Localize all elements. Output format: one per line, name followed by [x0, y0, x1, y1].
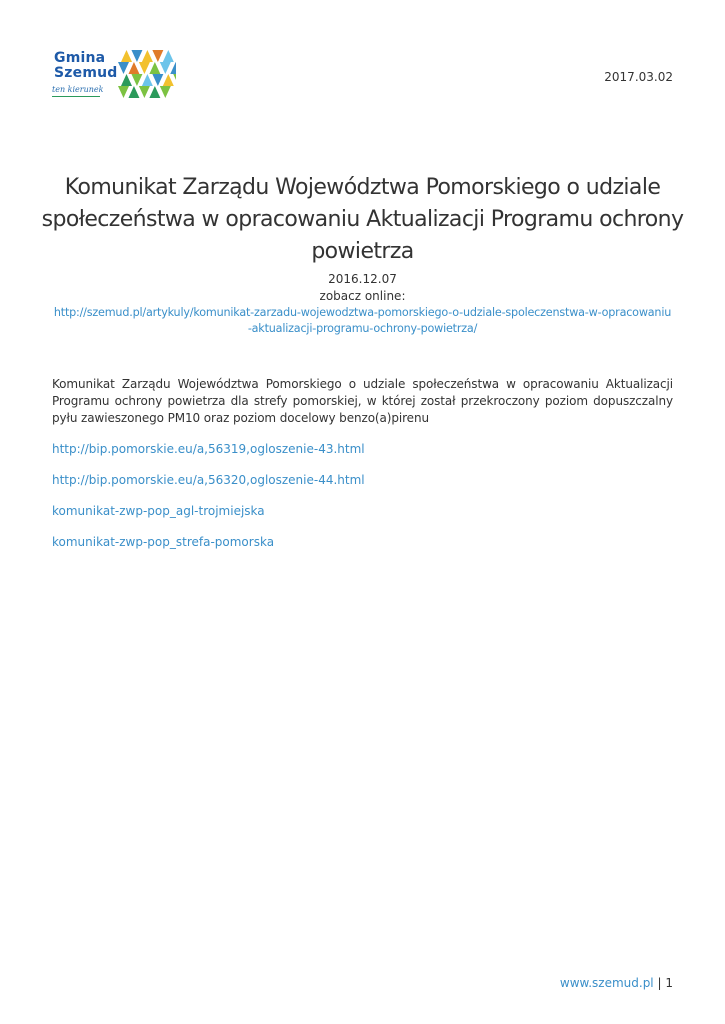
logo-line2: Szemud	[54, 65, 118, 81]
logo-triangle	[121, 74, 132, 86]
page-footer	[560, 976, 673, 990]
page-title: Komunikat Zarządu Województwa Pomorskiego o udziale społeczeństwa w opracowaniu Aktualizacji Programu ochrony powietrza	[41, 175, 684, 264]
logo-underline	[52, 96, 100, 97]
article-date: 2016.12.07	[328, 272, 397, 286]
logo-triangle	[160, 86, 171, 98]
logo-triangle	[118, 62, 129, 74]
article-body: Komunikat Zarządu Województwa Pomorskiego o udziale społeczeństwa w opracowaniu Aktualizacji Programu ochrony powietrza dla strefy pomorskiej, w której został przekroczony poziom dopuszczalny pyłu zawieszonego PM10 oraz poziom docelowy benzo(a)pirenu	[52, 377, 673, 425]
link-komunikat-strefa-pomorska[interactable]: komunikat-zwp-pop_strefa-pomorska	[52, 535, 275, 549]
logo-triangle	[131, 50, 142, 62]
logo-line1: Gmina	[54, 50, 106, 66]
document-date: 2017.03.02	[604, 70, 673, 84]
logo-triangle	[118, 86, 129, 98]
link-komunikat-agl-trojmiejska[interactable]: komunikat-zwp-pop_agl-trojmiejska	[52, 504, 265, 518]
logo-triangle	[170, 62, 176, 74]
logo-triangle	[149, 86, 160, 98]
logo-triangle	[152, 50, 163, 62]
logo-triangle	[128, 62, 139, 74]
logo-triangle	[121, 50, 132, 62]
logo-triangle	[163, 50, 174, 62]
logo-triangle	[131, 74, 142, 86]
logo-triangle	[160, 62, 171, 74]
logo-triangle	[149, 62, 160, 74]
logo-triangle	[139, 86, 150, 98]
footer-separator: |	[657, 976, 662, 990]
online-label: zobacz online:	[319, 289, 406, 303]
logo-triangle	[173, 74, 176, 86]
logo-triangle	[142, 50, 153, 62]
article-url-link[interactable]: http://szemud.pl/artykuly/komunikat-zarzadu-wojewodztwa-pomorskiego-o-udziale-spoleczenstwa-w-opracowaniu-aktualizacji-programu-ochrony-powietrza/	[53, 306, 672, 335]
footer-page-number: 1	[665, 976, 673, 990]
logo-triangle	[128, 86, 139, 98]
logo-triangle	[139, 62, 150, 74]
link-ogloszenie-43[interactable]: http://bip.pomorskie.eu/a,56319,ogloszenie-43.html	[52, 442, 365, 456]
logo-triangle	[163, 74, 174, 86]
logo-triangle	[142, 74, 153, 86]
logo-tagline: ten kierunek	[52, 85, 104, 94]
footer-site-link[interactable]: www.szemud.pl	[559, 976, 654, 990]
link-ogloszenie-44[interactable]: http://bip.pomorskie.eu/a,56320,ogloszenie-44.html	[52, 473, 365, 487]
gmina-szemud-logo	[52, 50, 182, 104]
logo-triangle	[152, 74, 163, 86]
triangle-mosaic-icon	[118, 50, 176, 102]
logo-wordmark	[54, 51, 118, 81]
